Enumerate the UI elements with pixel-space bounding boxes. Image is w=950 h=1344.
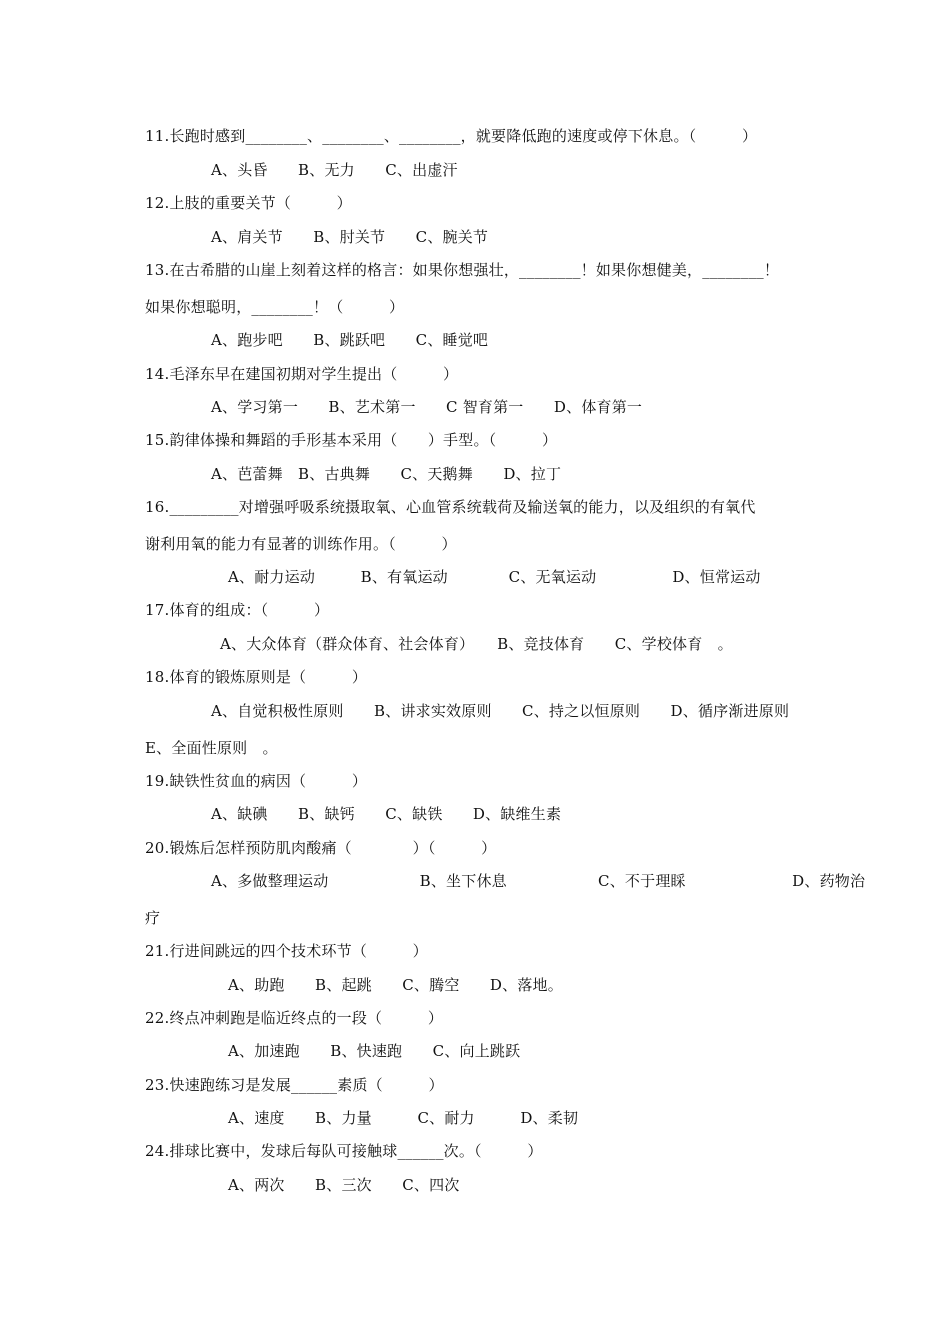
question-13-stem-line1: 13.在古希腊的山崖上刻着这样的格言：如果你想强壮，________！如果你想健美，________！ (145, 261, 780, 279)
question-20-stem: 20.锻炼后怎样预防肌肉酸痛（ ）（ ） (145, 839, 497, 857)
question-12-stem: 12.上肢的重要关节（ ） (145, 194, 352, 212)
question-17-options: A、大众体育（群众体育、社会体育） B、竞技体育 C、学校体育 。 (220, 635, 733, 653)
question-16-stem-line1: 16._________对增强呼吸系统摄取氧、心血管系统载荷及输送氧的能力，以及组织的有氧代 (145, 498, 756, 516)
question-21-stem: 21.行进间跳远的四个技术环节（ ） (145, 942, 428, 960)
question-17-stem: 17.体育的组成：（ ） (145, 601, 330, 619)
question-22-stem: 22.终点冲刺跑是临近终点的一段（ ） (145, 1009, 444, 1027)
question-24-stem: 24.排球比赛中，发球后每队可接触球______次。（ ） (145, 1142, 543, 1160)
question-22-options: A、加速跑 B、快速跑 C、向上跳跃 (228, 1042, 521, 1060)
question-14-stem: 14.毛泽东早在建国初期对学生提出（ ） (145, 365, 459, 383)
question-21-options: A、助跑 B、起跳 C、腾空 D、落地。 (228, 976, 563, 994)
question-23-stem: 23.快速跑练习是发展______素质（ ） (145, 1076, 444, 1094)
question-11-stem: 11.长跑时感到________、________、________，就要降低跑的速度或停下休息。（ ） (145, 127, 758, 145)
question-23-options: A、速度 B、力量 C、耐力 D、柔韧 (228, 1109, 579, 1127)
question-20-options-line2: 疗 (145, 909, 161, 927)
question-20-options-line1: A、多做整理运动 B、坐下休息 C、不于理睬 D、药物治 (211, 872, 866, 890)
question-15-stem: 15.韵律体操和舞蹈的手形基本采用（ ）手型。（ ） (145, 431, 558, 449)
question-13-options: A、跑步吧 B、跳跃吧 C、睡觉吧 (211, 331, 489, 349)
question-15-options: A、芭蕾舞 B、古典舞 C、天鹅舞 D、拉丁 (211, 465, 562, 483)
question-12-options: A、肩关节 B、肘关节 C、腕关节 (211, 228, 489, 246)
question-16-options: A、耐力运动 B、有氧运动 C、无氧运动 D、恒常运动 (228, 568, 761, 586)
question-16-stem-line2: 谢利用氧的能力有显著的训练作用。（ ） (145, 535, 457, 553)
question-19-options: A、缺碘 B、缺钙 C、缺铁 D、缺维生素 (211, 805, 562, 823)
question-13-stem-line2: 如果你想聪明，________！（ ） (145, 298, 405, 316)
question-19-stem: 19.缺铁性贫血的病因（ ） (145, 772, 368, 790)
question-14-options: A、学习第一 B、艺术第一 C 智育第一 D、体育第一 (211, 398, 643, 416)
question-11-options: A、头昏 B、无力 C、出虚汗 (211, 161, 458, 179)
question-18-options-line2: E、全面性原则 。 (145, 739, 278, 757)
question-18-stem: 18.体育的锻炼原则是（ ） (145, 668, 368, 686)
question-18-options-line1: A、自觉积极性原则 B、讲求实效原则 C、持之以恒原则 D、循序渐进原则 (211, 702, 790, 720)
question-24-options: A、两次 B、三次 C、四次 (228, 1176, 460, 1194)
